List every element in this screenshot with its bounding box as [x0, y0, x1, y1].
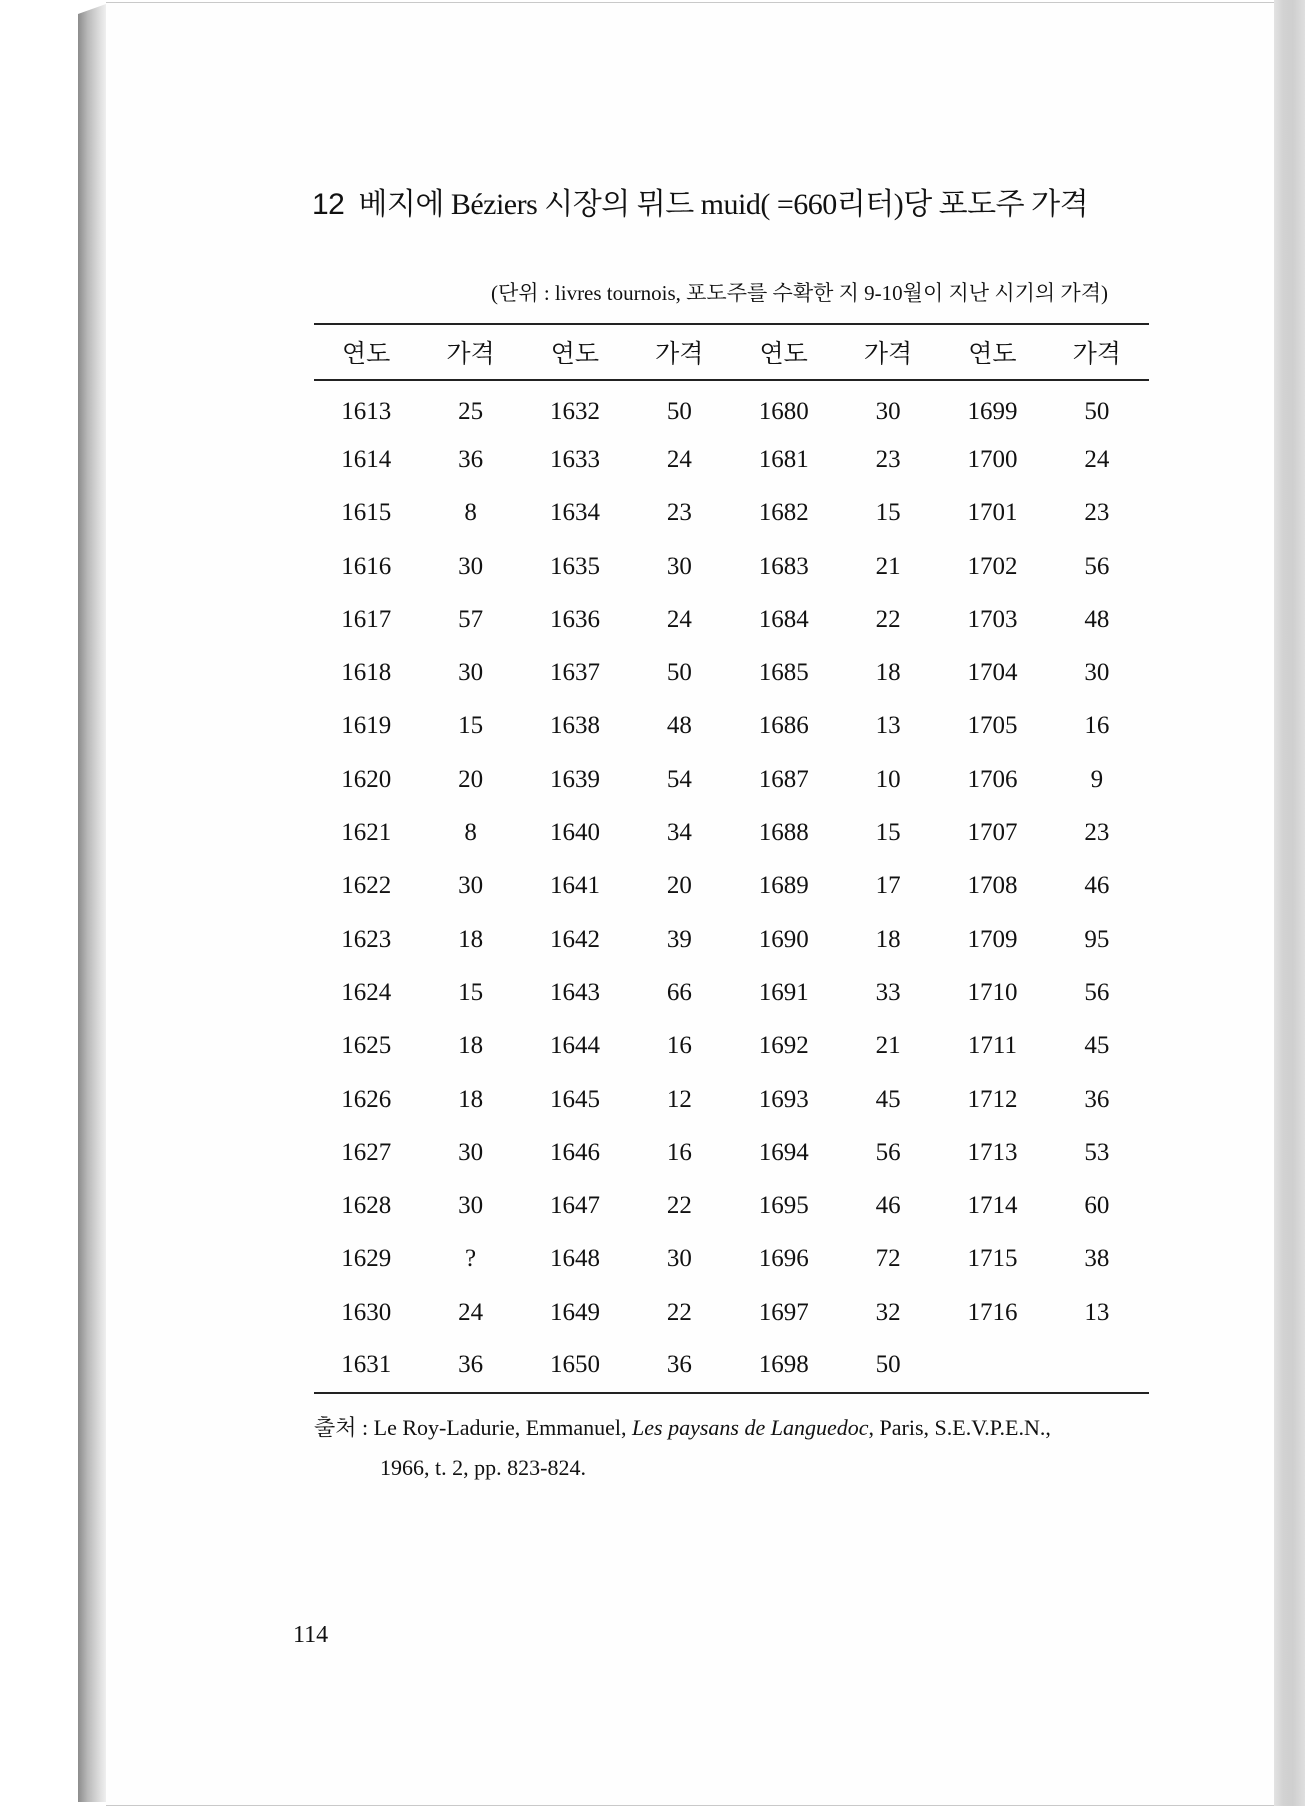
year-cell [940, 1339, 1044, 1392]
price-cell: 13 [1084, 1298, 1110, 1326]
price-cell: 23 [875, 445, 901, 473]
year-cell: 1702 [967, 552, 1018, 580]
price-cell: 30 [458, 872, 484, 900]
price-cell: 46 [1084, 872, 1110, 900]
year-cell: 1696 [758, 1245, 809, 1273]
year-cell: 1638 [549, 712, 600, 740]
year-cell: 1636 [549, 605, 600, 633]
price-cell: 53 [1084, 1138, 1110, 1166]
price-cell: 54 [666, 765, 692, 793]
book-left-edge [78, 4, 106, 1802]
year-cell: 1642 [549, 925, 600, 953]
price-cell: 20 [458, 765, 484, 793]
price-cell: 38 [1084, 1245, 1110, 1273]
price-cell: 36 [458, 1351, 484, 1379]
year-cell: 1714 [967, 1192, 1018, 1220]
price-cell: 30 [1084, 659, 1110, 687]
table-row [314, 753, 1149, 806]
table-row [314, 700, 1149, 753]
year-cell: 1634 [549, 499, 600, 527]
table-title-text: 베지에 Béziers 시장의 뮈드 muid( =660리터)당 포도주 가격 [358, 188, 1089, 221]
price-cell: 18 [458, 1032, 484, 1060]
year-cell: 1715 [967, 1245, 1018, 1273]
year-cell: 1703 [967, 605, 1018, 633]
year-cell: 1628 [341, 1192, 392, 1220]
year-cell: 1644 [549, 1032, 600, 1060]
source-author: Le Roy-Ladurie, Emmanuel, [373, 1415, 627, 1440]
year-cell: 1627 [341, 1138, 392, 1166]
price-cell: 13 [875, 712, 901, 740]
column-header: 연도 [968, 341, 1017, 368]
price-cell: 20 [666, 872, 692, 900]
table-row [314, 646, 1149, 699]
price-cell: 10 [875, 765, 901, 793]
price-cell: 50 [666, 659, 692, 687]
price-cell: 50 [666, 398, 692, 426]
year-cell: 1687 [758, 765, 809, 793]
price-cell: 45 [875, 1085, 901, 1113]
year-cell: 1706 [967, 765, 1018, 793]
year-cell: 1641 [549, 872, 600, 900]
price-cell: 18 [875, 659, 901, 687]
price-cell: 23 [1084, 819, 1110, 847]
source-work-title: Les paysans de Languedoc [632, 1415, 869, 1440]
price-cell: 30 [458, 1192, 484, 1220]
year-cell: 1691 [758, 978, 809, 1006]
year-cell: 1701 [967, 499, 1018, 527]
year-cell: 1705 [967, 712, 1018, 740]
table-row [314, 487, 1149, 540]
price-cell: 36 [458, 445, 484, 473]
price-cell: 36 [1084, 1085, 1110, 1113]
price-cell: ? [465, 1245, 477, 1273]
price-cell: 12 [666, 1085, 692, 1113]
year-cell: 1620 [341, 765, 392, 793]
price-cell: 24 [458, 1298, 484, 1326]
price-cell: 48 [1084, 605, 1110, 633]
year-cell: 1709 [967, 925, 1018, 953]
year-cell: 1688 [758, 819, 809, 847]
year-cell: 1618 [341, 659, 392, 687]
year-cell: 1643 [549, 978, 600, 1006]
year-cell: 1708 [967, 872, 1018, 900]
year-cell: 1635 [549, 552, 600, 580]
book-right-edge [1274, 0, 1305, 1806]
source-details: 1966, t. 2, pp. 823-824. [380, 1455, 586, 1480]
page-number: 114 [293, 1622, 329, 1648]
price-cell: 21 [875, 552, 901, 580]
table-header-row [314, 324, 1149, 380]
table-row [314, 1179, 1149, 1232]
table-row [314, 1126, 1149, 1179]
year-cell: 1622 [341, 872, 392, 900]
book-corner-fold [78, 4, 106, 14]
year-cell: 1695 [758, 1192, 809, 1220]
year-cell: 1700 [967, 445, 1018, 473]
price-cell: 50 [875, 1351, 901, 1379]
price-cell: 30 [458, 1138, 484, 1166]
price-cell: 15 [458, 712, 484, 740]
table-row [314, 593, 1149, 646]
year-cell: 1625 [341, 1032, 392, 1060]
price-cell: 56 [1084, 978, 1110, 1006]
table-row [314, 913, 1149, 966]
year-cell: 1623 [341, 925, 392, 953]
price-cell [1045, 1339, 1149, 1392]
year-cell: 1626 [341, 1085, 392, 1113]
year-cell: 1646 [549, 1138, 600, 1166]
year-cell: 1699 [967, 398, 1018, 426]
price-cell: 8 [464, 499, 477, 527]
year-cell: 1650 [549, 1351, 600, 1379]
price-cell: 8 [464, 819, 477, 847]
source-line-1 [314, 1408, 1144, 1448]
year-cell: 1680 [758, 398, 809, 426]
year-cell: 1648 [549, 1245, 600, 1273]
year-cell: 1614 [341, 445, 392, 473]
year-cell: 1711 [967, 1032, 1017, 1060]
year-cell: 1684 [758, 605, 809, 633]
table-row [314, 1339, 1149, 1392]
source-publisher: , Paris, S.E.V.P.E.N., [868, 1415, 1051, 1440]
year-cell: 1649 [549, 1298, 600, 1326]
table-body [314, 380, 1149, 1393]
wine-price-table [314, 323, 1149, 1394]
price-cell: 23 [1084, 499, 1110, 527]
column-header: 연도 [759, 341, 808, 368]
price-cell: 95 [1084, 925, 1110, 953]
year-cell: 1617 [341, 605, 392, 633]
year-cell: 1710 [967, 978, 1018, 1006]
table-row [314, 966, 1149, 1019]
year-cell: 1616 [341, 552, 392, 580]
year-cell: 1632 [549, 398, 600, 426]
year-cell: 1640 [549, 819, 600, 847]
year-cell: 1697 [758, 1298, 809, 1326]
price-cell: 18 [458, 925, 484, 953]
price-cell: 60 [1084, 1192, 1110, 1220]
year-cell: 1681 [758, 445, 809, 473]
page-content [106, 3, 1274, 1805]
table-row [314, 540, 1149, 593]
year-cell: 1694 [758, 1138, 809, 1166]
table-row [314, 1020, 1149, 1073]
year-cell: 1629 [341, 1245, 392, 1273]
year-cell: 1637 [549, 659, 600, 687]
price-cell: 16 [666, 1032, 692, 1060]
price-cell: 46 [875, 1192, 901, 1220]
year-cell: 1707 [967, 819, 1018, 847]
price-cell: 21 [875, 1032, 901, 1060]
year-cell: 1621 [341, 819, 392, 847]
price-cell: 24 [666, 445, 692, 473]
book-page [106, 2, 1274, 1806]
price-cell: 22 [666, 1192, 692, 1220]
column-header: 연도 [550, 341, 600, 368]
column-header: 연도 [342, 341, 391, 368]
price-cell: 22 [875, 605, 901, 633]
year-cell: 1624 [341, 978, 392, 1006]
price-cell: 39 [666, 925, 692, 953]
year-cell: 1613 [341, 398, 392, 426]
price-cell: 30 [875, 398, 901, 426]
table-row [314, 433, 1149, 486]
year-cell: 1713 [967, 1138, 1018, 1166]
year-cell: 1639 [549, 765, 600, 793]
year-cell: 1630 [341, 1298, 392, 1326]
year-cell: 1682 [758, 499, 809, 527]
year-cell: 1698 [758, 1351, 809, 1379]
price-cell: 45 [1084, 1032, 1110, 1060]
year-cell: 1633 [549, 445, 600, 473]
price-cell: 66 [666, 978, 692, 1006]
column-header: 가격 [1072, 341, 1121, 368]
price-cell: 18 [875, 925, 901, 953]
unit-note: (단위 : livres tournois, 포도주를 수확한 지 9-10월이 지난 시기의 가격) [491, 281, 1108, 305]
year-cell: 1690 [758, 925, 809, 953]
table-row [314, 860, 1149, 913]
year-cell: 1631 [341, 1351, 392, 1379]
year-cell: 1619 [341, 712, 392, 740]
price-cell: 16 [666, 1138, 692, 1166]
year-cell: 1645 [549, 1085, 600, 1113]
price-cell: 50 [1084, 398, 1110, 426]
year-cell: 1683 [758, 552, 809, 580]
column-header: 가격 [446, 341, 495, 368]
price-cell: 72 [875, 1245, 901, 1273]
year-cell: 1704 [967, 659, 1018, 687]
price-cell: 48 [666, 712, 692, 740]
price-cell: 15 [875, 819, 901, 847]
table-row [314, 1286, 1149, 1339]
price-cell: 30 [666, 1245, 692, 1273]
price-cell: 16 [1084, 712, 1110, 740]
price-cell: 24 [666, 605, 692, 633]
year-cell: 1712 [967, 1085, 1018, 1113]
price-cell: 17 [875, 872, 901, 900]
column-header: 가격 [863, 341, 913, 368]
source-label: 출처 : [314, 1415, 369, 1440]
price-cell: 57 [458, 605, 484, 633]
price-cell: 15 [875, 499, 901, 527]
price-cell: 22 [666, 1298, 692, 1326]
price-cell: 36 [666, 1351, 692, 1379]
price-cell: 24 [1084, 445, 1110, 473]
price-cell: 30 [458, 659, 484, 687]
price-cell: 23 [666, 499, 692, 527]
price-cell: 33 [875, 978, 901, 1006]
price-cell: 9 [1090, 765, 1104, 793]
price-cell: 56 [875, 1138, 901, 1166]
table-number: 12 [312, 188, 345, 221]
year-cell: 1685 [758, 659, 809, 687]
price-cell: 30 [458, 552, 484, 580]
year-cell: 1689 [758, 872, 809, 900]
column-header: 가격 [655, 341, 704, 368]
year-cell: 1615 [341, 499, 392, 527]
year-cell: 1716 [967, 1298, 1018, 1326]
price-table-container [314, 323, 1149, 1394]
table-row [314, 806, 1149, 859]
price-cell: 34 [666, 819, 692, 847]
table-row [314, 380, 1149, 433]
price-cell: 15 [458, 978, 484, 1006]
table-row [314, 1233, 1149, 1286]
year-cell: 1647 [549, 1192, 600, 1220]
table-title [312, 179, 1088, 223]
year-cell: 1693 [758, 1085, 809, 1113]
price-cell: 30 [666, 552, 692, 580]
year-cell: 1692 [758, 1032, 809, 1060]
price-cell: 56 [1084, 552, 1110, 580]
year-cell: 1686 [758, 712, 809, 740]
source-citation [314, 1408, 1144, 1488]
price-cell: 32 [875, 1298, 901, 1326]
price-cell: 18 [458, 1085, 484, 1113]
price-cell: 25 [458, 398, 484, 426]
table-row [314, 1073, 1149, 1126]
